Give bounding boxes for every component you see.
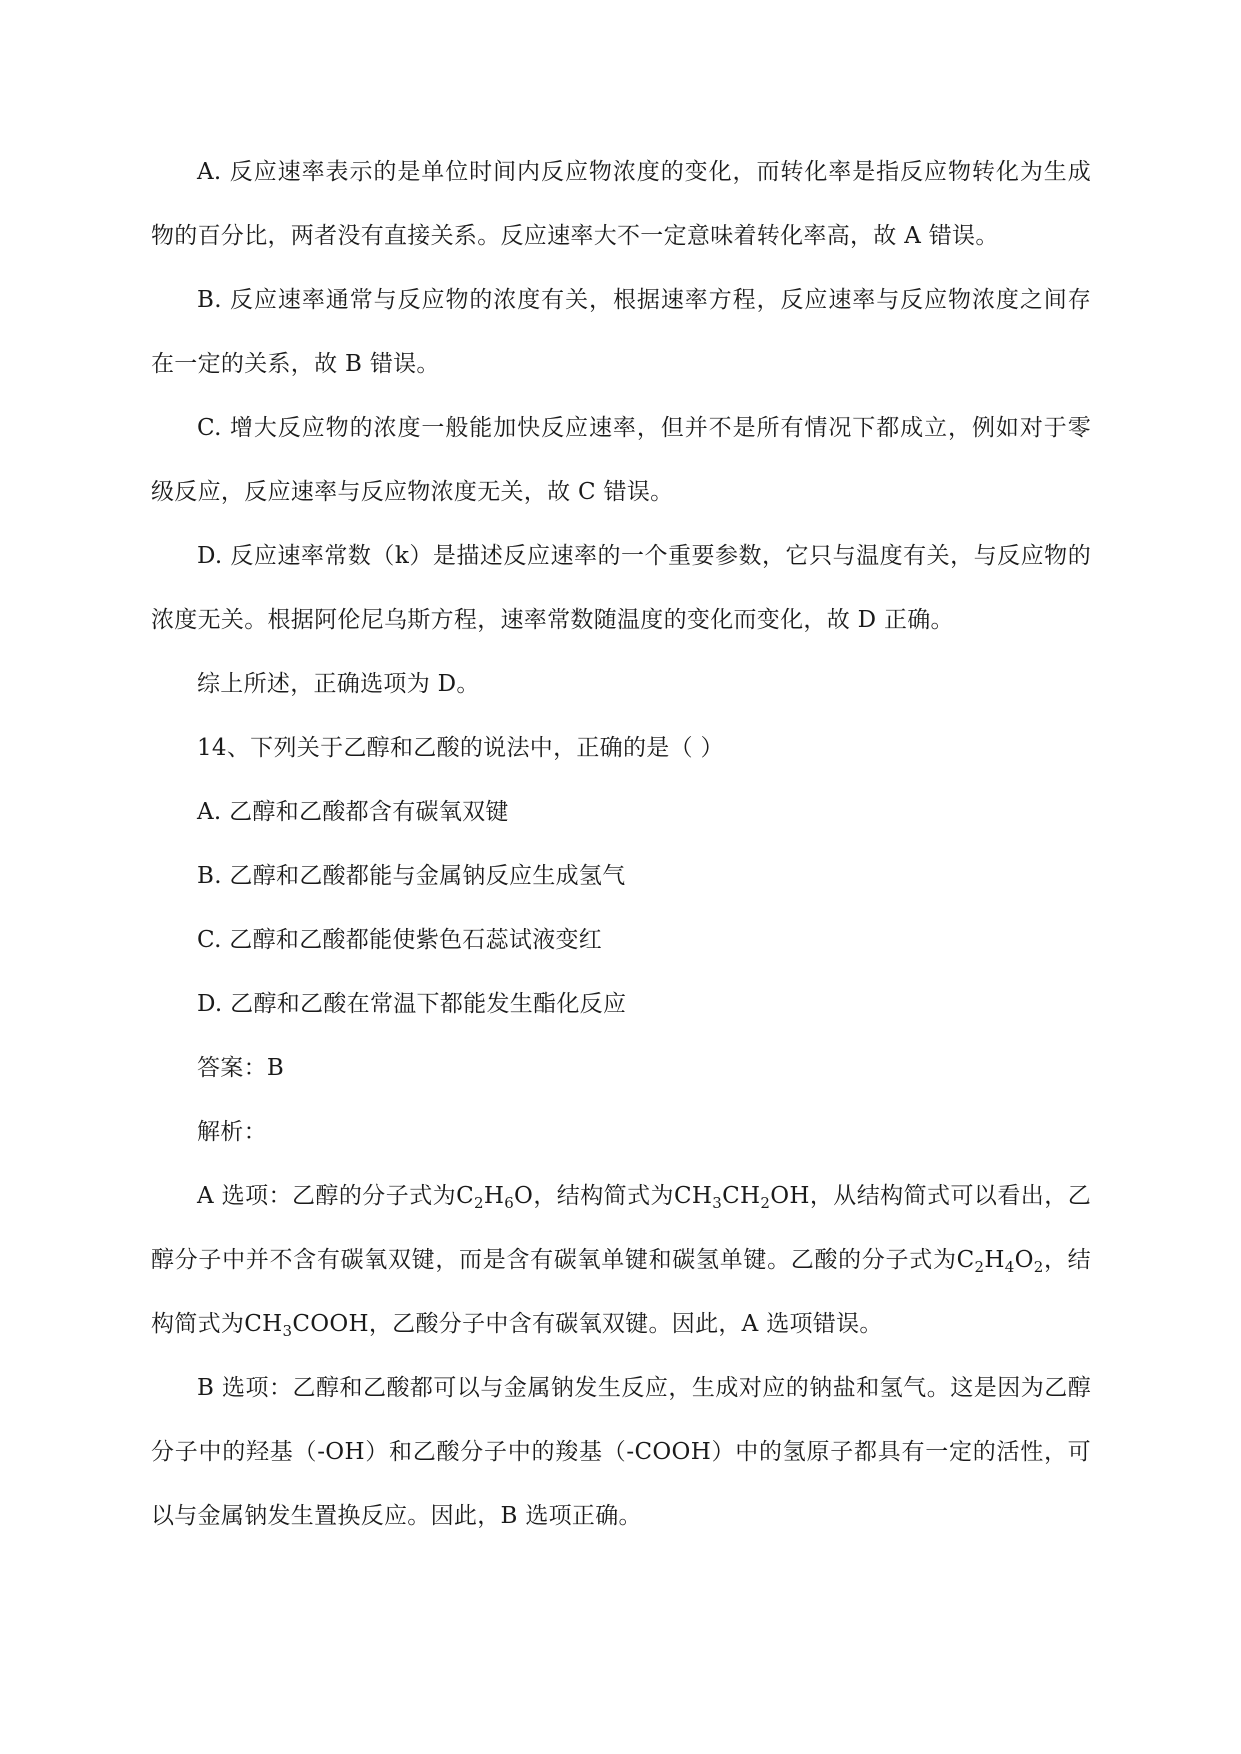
- text-run: A 选项：乙醇的分子式为C: [197, 1183, 474, 1209]
- text-run: CH: [722, 1183, 761, 1209]
- question-14-option-a: A. 乙醇和乙酸都含有碳氧双键: [197, 799, 509, 825]
- question-14-option-d: D. 乙醇和乙酸在常温下都能发生酯化反应: [197, 991, 627, 1017]
- paragraph-option-a-explanation: A. 反应速率表示的是单位时间内反应物浓度的变化，而转化率是指反应物转化为生成物的百分比，两者没有直接关系。反应速率大不一定意味着转化率高，故 A 错误。: [151, 159, 1091, 249]
- subscript: 6: [504, 1194, 515, 1212]
- question-14-option-b: B. 乙醇和乙酸都能与金属钠反应生成氢气: [197, 863, 626, 889]
- subscript: 3: [712, 1194, 723, 1212]
- text-run: ，结构简式为CH: [151, 1247, 1091, 1337]
- analysis-option-a: [151, 1164, 1091, 1356]
- paragraph-option-d-explanation: D. 反应速率常数（k）是描述反应速率的一个重要参数，它只与温度有关，与反应物的浓度无关。根据阿伦尼乌斯方程，速率常数随温度的变化而变化，故 D 正确。: [151, 543, 1091, 633]
- subscript: 2: [473, 1194, 484, 1212]
- paragraph-option-b-explanation: B. 反应速率通常与反应物的浓度有关，根据速率方程，反应速率与反应物浓度之间存在一定的关系，故 B 错误。: [151, 287, 1091, 377]
- document-page: [151, 140, 1091, 1548]
- subscript: 2: [974, 1258, 985, 1276]
- text-run: O: [1014, 1247, 1034, 1273]
- text-run: O，结构简式为CH: [514, 1183, 713, 1209]
- answer-line: 答案：B: [197, 1055, 285, 1081]
- subscript: 2: [1033, 1258, 1044, 1276]
- text-run: H: [984, 1247, 1005, 1273]
- analysis-option-b: B 选项：乙醇和乙酸都可以与金属钠发生反应，生成对应的钠盐和氢气。这是因为乙醇分子中的羟基（-OH）和乙酸分子中的羧基（-COOH）中的氢原子都具有一定的活性，可以与金属钠发生置换反应。因此，B 选项正确。: [151, 1375, 1091, 1529]
- text-run: OH，从结构简式可以看出，乙醇分子中并不含有碳氧双键，而是含有碳氧单键和碳氢单键。乙酸的分子式为C: [151, 1183, 1091, 1273]
- subscript: 4: [1004, 1258, 1015, 1276]
- question-14: 14、下列关于乙醇和乙酸的说法中，正确的是（ ）: [197, 735, 724, 761]
- question-14-option-c: C. 乙醇和乙酸都能使紫色石蕊试液变红: [197, 927, 603, 953]
- analysis-heading: 解析：: [197, 1119, 267, 1145]
- paragraph-summary: 综上所述，正确选项为 D。: [197, 671, 480, 697]
- subscript: 3: [282, 1322, 293, 1340]
- text-run: COOH，乙酸分子中含有碳氧双键。因此，A 选项错误。: [292, 1311, 883, 1337]
- text-run: H: [483, 1183, 505, 1209]
- subscript: 2: [760, 1194, 771, 1212]
- paragraph-option-c-explanation: C. 增大反应物的浓度一般能加快反应速率，但并不是所有情况下都成立，例如对于零级反应，反应速率与反应物浓度无关，故 C 错误。: [151, 415, 1091, 505]
